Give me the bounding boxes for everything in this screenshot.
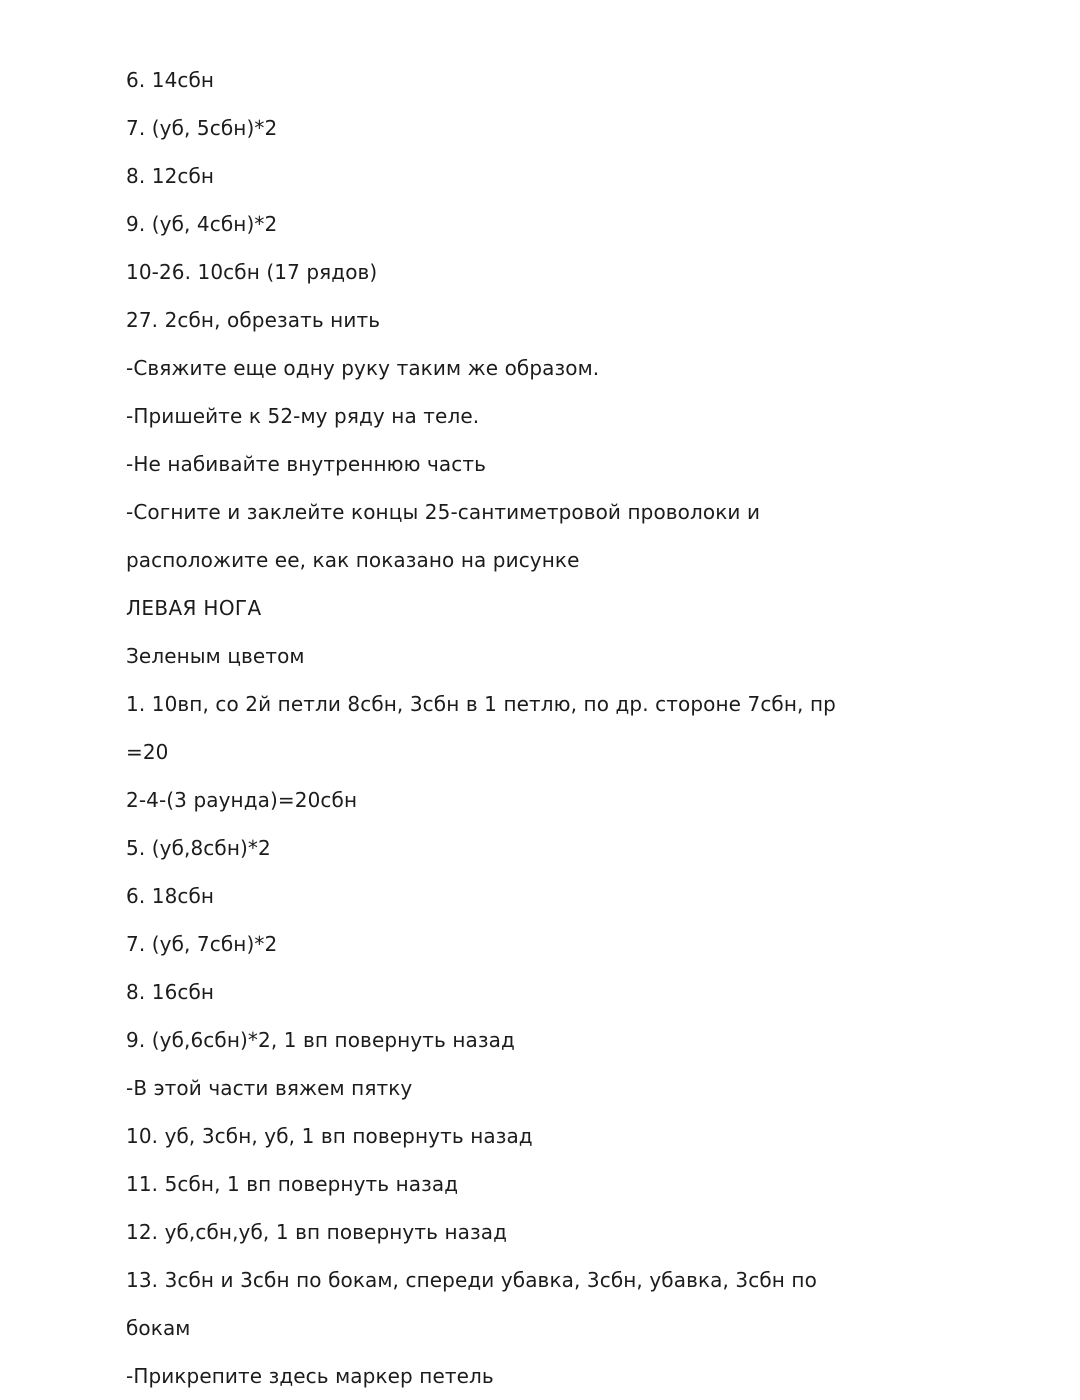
note-green-yarn: Зеленым цветом (126, 644, 305, 668)
note-wire: -Согните и заклейте концы 25-сантиметровой проволоки и расположите ее, как показано на рисунке (126, 500, 761, 572)
row-27: 27. 2сбн, обрезать нить (126, 308, 381, 332)
leg-row-9: 9. (уб,6сбн)*2, 1 вп повернуть назад (126, 1028, 515, 1052)
row-9: 9. (уб, 4сбн)*2 (126, 212, 278, 236)
row-6: 6. 14сбн (126, 68, 215, 92)
note-second-arm: -Свяжите еще одну руку таким же образом. (126, 356, 600, 380)
note-heel: -В этой части вяжем пятку (126, 1076, 413, 1100)
document-text-body (126, 56, 874, 1400)
note-attach-row-52: -Пришейте к 52-му ряду на теле. (126, 404, 480, 428)
leg-row-5: 5. (уб,8сбн)*2 (126, 836, 271, 860)
leg-row-2-4: 2-4-(3 раунда)=20сбн (126, 788, 358, 812)
leg-row-1: 1. 10вп, со 2й петли 8сбн, 3сбн в 1 петлю, по др. стороне 7сбн, пр =20 (126, 692, 836, 764)
leg-row-12: 12. уб,сбн,уб, 1 вп повернуть назад (126, 1220, 507, 1244)
leg-row-8: 8. 16сбн (126, 980, 215, 1004)
note-marker: -Прикрепите здесь маркер петель (126, 1364, 494, 1388)
row-8: 8. 12сбн (126, 164, 215, 188)
leg-row-6: 6. 18сбн (126, 884, 215, 908)
leg-row-10: 10. уб, 3сбн, уб, 1 вп повернуть назад (126, 1124, 533, 1148)
leg-row-7: 7. (уб, 7сбн)*2 (126, 932, 278, 956)
leg-row-11: 11. 5сбн, 1 вп повернуть назад (126, 1172, 459, 1196)
leg-row-13: 13. 3сбн и 3сбн по бокам, спереди убавка, 3сбн, убавка, 3сбн по бокам (126, 1268, 817, 1340)
row-10-26: 10-26. 10сбн (17 рядов) (126, 260, 378, 284)
section-left-leg: ЛЕВАЯ НОГА (126, 596, 262, 620)
note-no-stuffing: -Не набивайте внутреннюю часть (126, 452, 486, 476)
row-7: 7. (уб, 5сбн)*2 (126, 116, 278, 140)
